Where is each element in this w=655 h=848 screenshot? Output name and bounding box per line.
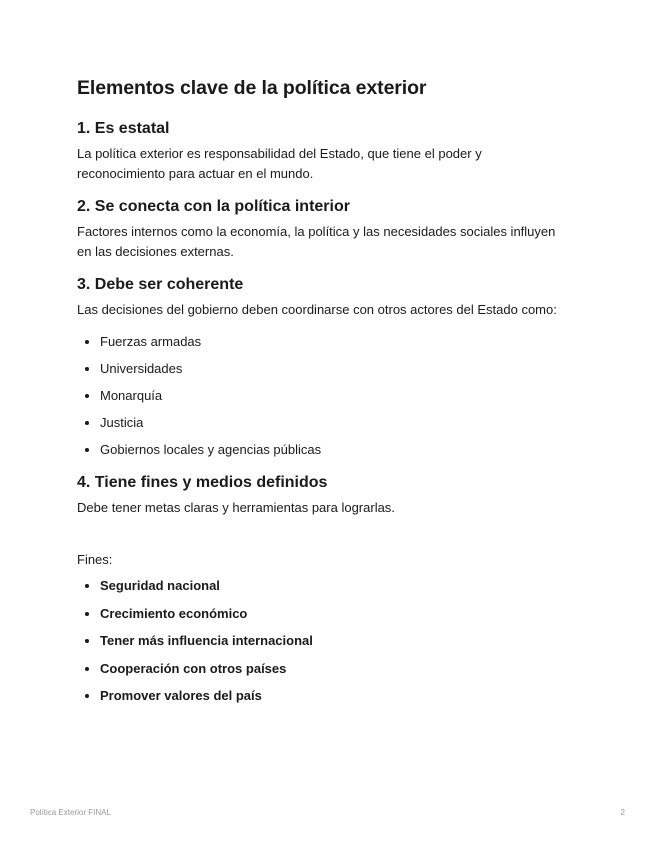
section-paragraph: Las decisiones del gobierno deben coordinarse con otros actores del Estado como: (77, 302, 557, 317)
section-1 (77, 118, 557, 184)
list-item: • Seguridad nacional (100, 576, 557, 596)
section-heading: 1. Es estatal (77, 120, 170, 137)
list-item: • Justicia (100, 413, 557, 433)
section-paragraph: Factores internos como la economía, la política y las necesidades sociales influyen en las decisiones externas. (77, 224, 556, 259)
list-item: • Gobiernos locales y agencias públicas (100, 440, 557, 460)
section-3 (77, 274, 557, 460)
list-item: • Fuerzas armadas (100, 332, 557, 352)
list-item: • Tener más influencia internacional (100, 631, 557, 651)
list-item: • Cooperación con otros países (100, 659, 557, 679)
section-4 (77, 472, 557, 706)
list-item: • Crecimiento económico (100, 604, 557, 624)
list-item: • Universidades (100, 359, 557, 379)
list-item: • Promover valores del país (100, 686, 557, 706)
section-2 (77, 196, 557, 262)
section-heading: 4. Tiene fines y medios definidos (77, 474, 328, 491)
actors-list (77, 332, 557, 460)
section-heading: 2. Se conecta con la política interior (77, 198, 350, 215)
footer-doc-name: Política Exterior FINAL (30, 808, 111, 817)
fines-label: Fines: (77, 552, 113, 567)
section-heading: 3. Debe ser coherente (77, 276, 244, 293)
section-paragraph: La política exterior es responsabilidad del Estado, que tiene el poder y reconocimiento para actuar en el mundo. (77, 146, 482, 181)
footer-page-number: 2 (620, 808, 625, 817)
page-title: Elementos clave de la política exterior (77, 77, 427, 99)
fines-list (77, 576, 557, 706)
list-item: • Monarquía (100, 386, 557, 406)
section-paragraph: Debe tener metas claras y herramientas para lograrlas. (77, 500, 395, 515)
document-page (77, 74, 557, 718)
